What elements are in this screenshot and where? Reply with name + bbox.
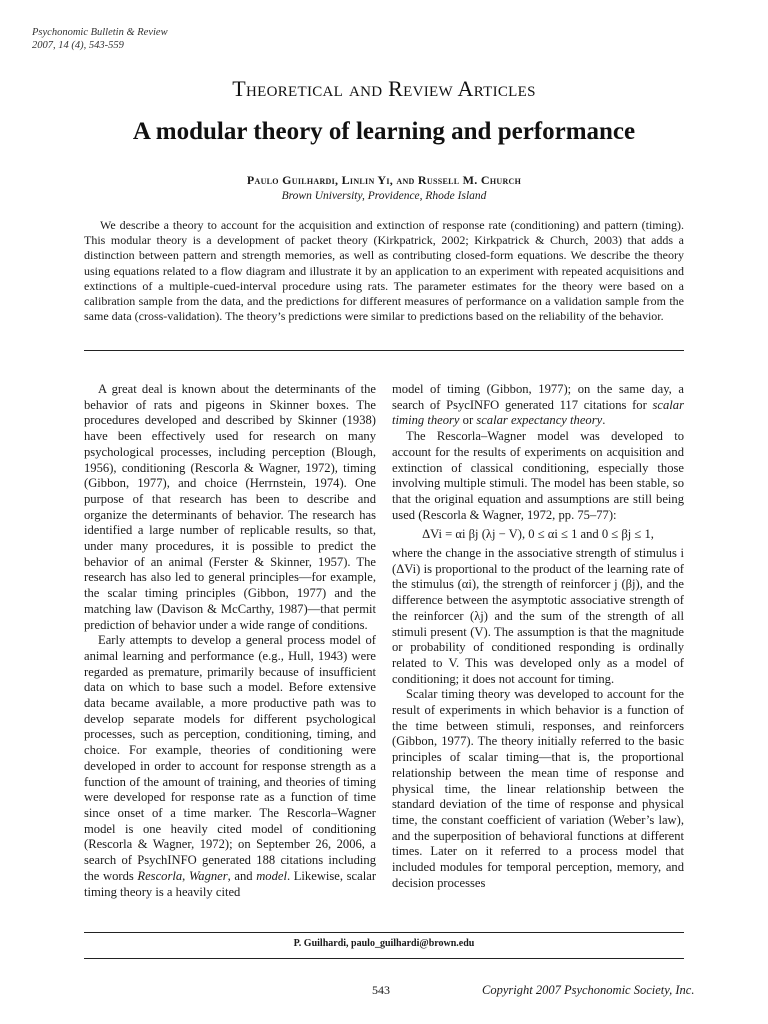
journal-name: Psychonomic Bulletin & Review [32, 27, 168, 38]
section-heading: Theoretical and Review Articles [232, 76, 536, 101]
footnote-divider [84, 932, 684, 933]
affiliation: Brown University, Providence, Rhode Island [281, 190, 487, 202]
journal-citation [32, 26, 168, 52]
paragraph: Scalar timing theory was developed to account for the result of experiments in which behavior is a function of the time between stimuli, responses, and reinforcers (Gibbon, 1977). The theory initially referred to the basic principles of scalar timing—that is, the proportional relationship between the mean time of response and physical time, the linear relationship between the standard deviation of the time of response and physical time, the constant coefficient of variation (Weber’s law), and the superposition of behavioral functions at different times. Later on it referred to a process model that included modules for temporal perception, memory, and decision processes [392, 687, 684, 890]
abstract: We describe a theory to account for the acquisition and extinction of response rate (conditioning) and pattern (timing). This modular theory is a development of packet theory (Kirkpatrick, 2002; Kirkpatrick & Church, 2003) that adds a distinction between pattern and strength memories, as well as contributing closed-form equations. We describe the theory using equations related to a flow diagram and illustrate it by an application to an experiment with repeated acquisitions and extinctions of a multiple-cued-interval procedure using rats. The parameter estimates for the theory were based on a calibration sample from the data, and the predictions for different measures of performance on a validation sample from the same data (cross-validation). The theory’s predictions were similar to predictions based on the reliability of the behavior. [84, 218, 684, 324]
body-column-right [392, 382, 684, 892]
footer-divider [84, 958, 684, 959]
article-title: A modular theory of learning and performance [132, 118, 636, 145]
paragraph: model of timing (Gibbon, 1977); on the same day, a search of PsycINFO generated 117 citations for scalar timing theory or scalar expectancy theory. [392, 382, 684, 428]
body-column-left [84, 382, 376, 900]
contact-footnote: P. Guilhardi, paulo_guilhardi@brown.edu [293, 938, 475, 949]
page-number: 543 [372, 983, 390, 997]
copyright-notice: Copyright 2007 Psychonomic Society, Inc. [482, 983, 695, 997]
paragraph: where the change in the associative strength of stimulus i (ΔVi) is proportional to the product of the learning rate of the stimulus (αi), the strength of reinforcer j (βj), and the difference between the asymptotic associative strength of the reinforcer (λj) and the sum of the strength of all stimuli present (V). The assumption is that the magnitude or probability of conditioned responding is ordinally related to V. This was developed only as a model of conditioning; it does not account for timing. [392, 546, 684, 686]
rescorla-wagner-equation: ΔVi = αi βj (λj − V), 0 ≤ αi ≤ 1 and 0 ≤ βj ≤ 1, [422, 527, 654, 542]
abstract-divider [84, 350, 684, 351]
author-list: Paulo Guilhardi, Linlin Yi, and Russell M. Church [246, 173, 522, 187]
paragraph: A great deal is known about the determinants of the behavior of rats and pigeons in Skinner boxes. The procedures developed and described by Skinner (1938) have been effectively used for research on many psychological processes, including perception (Blough, 1956), conditioning (Rescorla & Wagner, 1972), timing (Gibbon, 1977), and choice (Herrnstein, 1974). One purpose of that research has been to describe and organize the determinants of behavior. The research has identified a large number of replicable results, so that, under many procedures, it is possible to predict the behavior of an animal (Ferster & Skinner, 1957). The research has also led to general principles—for example, the scalar timing principles (Gibbon, 1977) and the matching law (Davison & McCarthy, 1987)—that permit prediction of behavior under a wide range of conditions. [84, 382, 376, 632]
paragraph: The Rescorla–Wagner model was developed to account for the results of experiments on acquisition and extinction of classical conditioning, especially those involving multiple stimuli. The model has been stable, so that the original equation and assumptions are still being used (Rescorla & Wagner, 1972, pp. 75–77): [392, 429, 684, 522]
journal-volume: 2007, 14 (4), 543-559 [32, 40, 124, 51]
paragraph: Early attempts to develop a general process model of animal learning and performance (e.g., Hull, 1943) were regarded as premature, primarily because of insufficient data on which to base such a model. Before extensive data became available, a more productive path was to develop separate models for different psychological processes, such as perception, conditioning, timing, and choice. For example, theories of conditioning were developed in order to account for response strength as a function of the amount of training, and theories of timing were developed for response rate as a function of time since onset of a time marker. The Rescorla–Wagner model is one heavily cited model of conditioning (Rescorla & Wagner, 1972); on September 26, 2006, a search of PsychINFO generated 188 citations including the words Rescorla, Wagner, and model. Likewise, scalar timing theory is a heavily cited [84, 633, 377, 899]
